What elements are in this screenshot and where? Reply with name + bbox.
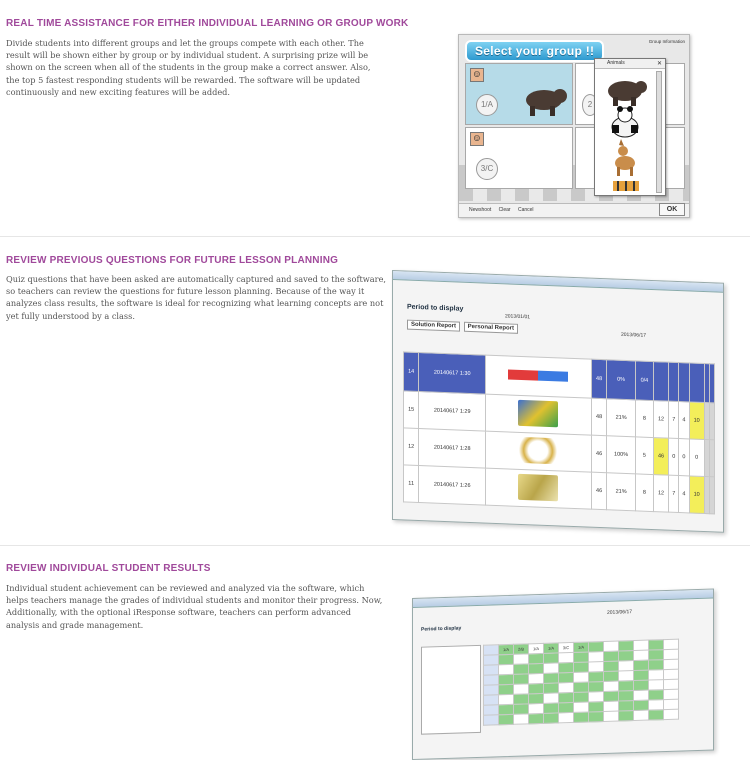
cell — [664, 669, 679, 679]
section-title-group-work: REAL TIME ASSISTANCE FOR EITHER INDIVIDUAL LEARNING OR GROUP WORK — [6, 18, 409, 29]
animal-list[interactable] — [599, 71, 655, 191]
cell — [544, 693, 559, 703]
cell — [499, 704, 514, 714]
cell — [634, 650, 649, 660]
cell — [649, 690, 664, 700]
cell: 8 — [635, 400, 653, 438]
cell: 0/4 — [635, 361, 653, 401]
cell — [559, 672, 574, 682]
cell — [484, 705, 499, 715]
cell — [709, 403, 714, 440]
cell: 4 — [679, 402, 689, 439]
cell — [634, 710, 649, 720]
cell — [486, 394, 592, 435]
cell: 20140617 1:29 — [419, 392, 486, 432]
cell — [669, 362, 679, 401]
cell: 20140617 1:28 — [419, 429, 486, 469]
cell: 1/A — [499, 644, 514, 654]
cell — [604, 691, 619, 701]
cell: 46 — [591, 472, 606, 510]
cell: 48 — [591, 398, 606, 436]
cell — [649, 660, 664, 670]
section-divider — [0, 545, 750, 546]
tiger-icon — [613, 181, 639, 191]
cell — [664, 639, 679, 649]
cell — [604, 711, 619, 721]
cell — [664, 659, 679, 669]
cell — [679, 363, 689, 402]
cell — [544, 663, 559, 673]
bear-icon — [520, 84, 568, 118]
cell — [544, 703, 559, 713]
cell — [529, 673, 544, 683]
cell — [486, 355, 592, 398]
tab-personal-report[interactable]: Personal Report — [464, 322, 518, 334]
section-body-student-results: Individual student achievement can be reviewed and analyzed via the software, which helps teachers manage the grades of individual students and monitor their progress. Now, Additionally, with the optional iResponse software, teachers can perform advanced analysis and grade management. — [6, 583, 383, 630]
cell — [484, 655, 499, 665]
question-report-screenshot — [392, 270, 724, 533]
cell — [529, 653, 544, 663]
cell — [529, 713, 544, 723]
cell: 21% — [607, 473, 636, 511]
cell: 10 — [689, 402, 704, 440]
date-from[interactable]: 2013/06/17 — [607, 609, 633, 616]
cell — [649, 650, 664, 660]
group-card-3[interactable] — [465, 127, 573, 189]
cell — [619, 681, 634, 691]
cell — [634, 670, 649, 680]
cell: 12 — [653, 475, 668, 513]
cell — [649, 700, 664, 710]
cell — [634, 700, 649, 710]
cell — [619, 711, 634, 721]
date-to[interactable]: 2013/06/17 — [621, 331, 647, 339]
cell — [529, 693, 544, 703]
cell — [484, 695, 499, 705]
cell: 0 — [679, 439, 689, 476]
cell — [709, 440, 714, 477]
cell — [619, 651, 634, 661]
cell — [499, 684, 514, 694]
cell — [514, 654, 529, 664]
cell — [559, 712, 574, 722]
cell — [653, 362, 668, 402]
student-list[interactable] — [421, 645, 481, 735]
cell: 7 — [669, 401, 679, 438]
window-titlebar — [413, 590, 713, 608]
cell — [514, 684, 529, 694]
cell — [619, 691, 634, 701]
cell: 1/A — [529, 643, 544, 653]
cell — [514, 694, 529, 704]
panda-icon — [612, 106, 638, 137]
cell: 12 — [404, 428, 419, 466]
cell — [619, 701, 634, 711]
period-label: Period to display — [421, 625, 462, 633]
newshoot-button[interactable]: Newshoot — [469, 207, 492, 213]
cell — [649, 640, 664, 650]
cell: 7 — [669, 475, 679, 512]
group-select-footer — [459, 203, 689, 217]
tab-solution-report[interactable]: Solution Report — [407, 320, 460, 332]
results-grid — [483, 639, 679, 726]
cell: 2/B — [514, 644, 529, 654]
cell — [619, 641, 634, 651]
cell — [574, 682, 589, 692]
cell — [544, 653, 559, 663]
student-results-screenshot — [412, 589, 714, 760]
group-badge: 1/A — [476, 94, 498, 116]
cell — [514, 714, 529, 724]
cell — [484, 645, 499, 655]
question-thumbnail-icon — [518, 474, 558, 502]
cell: 14 — [404, 352, 419, 392]
cell — [544, 683, 559, 693]
cell — [589, 711, 604, 721]
cell — [559, 652, 574, 662]
cell — [559, 662, 574, 672]
cell — [544, 713, 559, 723]
cell — [574, 712, 589, 722]
cell — [574, 702, 589, 712]
cell — [604, 641, 619, 651]
close-icon[interactable]: ✕ — [656, 60, 662, 67]
student-avatar-icon: ☺ — [470, 132, 484, 146]
cell — [574, 652, 589, 662]
student-avatar-icon: ☺ — [470, 68, 484, 82]
cell — [604, 671, 619, 681]
cell — [514, 674, 529, 684]
cell — [499, 664, 514, 674]
report-tabs — [407, 322, 520, 332]
cell: 1/A — [574, 642, 589, 652]
cell — [589, 661, 604, 671]
cell — [634, 690, 649, 700]
animal-picker-popup — [594, 58, 666, 196]
cell — [664, 709, 679, 719]
cell: 11 — [404, 465, 419, 503]
cell: 21% — [607, 399, 636, 437]
group-info-label: Group Information — [648, 39, 685, 44]
cell — [604, 701, 619, 711]
cell — [499, 714, 514, 724]
cell — [604, 661, 619, 671]
cell: 1/A — [544, 643, 559, 653]
cell — [514, 664, 529, 674]
cell — [619, 671, 634, 681]
cell — [484, 665, 499, 675]
cell: 12 — [653, 401, 668, 439]
animal-picker-scrollbar[interactable] — [656, 71, 662, 193]
question-thumbnail-icon — [518, 437, 558, 465]
cell — [484, 715, 499, 725]
group-badge: 3/C — [476, 158, 498, 180]
cell — [589, 691, 604, 701]
section-title-student-results: REVIEW INDIVIDUAL STUDENT RESULTS — [6, 563, 211, 574]
cell: 3/C — [559, 642, 574, 652]
cancel-button[interactable]: Cancel — [517, 207, 534, 213]
clear-button[interactable]: Clear — [498, 207, 511, 213]
cell — [559, 702, 574, 712]
cell: 46 — [653, 438, 668, 476]
cell — [634, 680, 649, 690]
group-select-title: Select your group !! — [465, 40, 604, 62]
cell: 46 — [591, 435, 606, 473]
cell — [499, 674, 514, 684]
cell — [514, 704, 529, 714]
cell — [589, 641, 604, 651]
cell: 48 — [591, 359, 606, 399]
cell — [589, 681, 604, 691]
cell — [649, 670, 664, 680]
cell — [589, 671, 604, 681]
section-body-group-work: Divide students into different groups and let the groups compete with each other. The result will be shown either by group or by individual student. A surprising prize will be shown on the screen when all of the students in the group make a correct answer. Also, the top 5 fastest responding students will be rewarded. The software will be updated continuously and new exciting features will be added. — [6, 38, 371, 97]
question-thumbnail-icon — [518, 400, 558, 428]
animal-picker-title: Animals — [595, 59, 665, 69]
section-divider — [0, 236, 750, 237]
cell — [634, 660, 649, 670]
cell: 0 — [689, 439, 704, 477]
cell — [574, 692, 589, 702]
cell: 8 — [635, 474, 653, 512]
cell — [486, 431, 592, 472]
cell — [664, 649, 679, 659]
cell — [664, 679, 679, 689]
cell — [499, 694, 514, 704]
window-titlebar — [393, 271, 723, 293]
cell — [709, 364, 714, 403]
cell — [649, 710, 664, 720]
date-from[interactable]: 2013/01/01 — [505, 313, 531, 321]
cell: 0% — [607, 360, 636, 400]
cell — [529, 683, 544, 693]
cell — [589, 651, 604, 661]
cell — [574, 672, 589, 682]
cell: 10 — [689, 476, 704, 514]
cell — [649, 680, 664, 690]
dog-icon — [615, 139, 635, 176]
cell — [589, 701, 604, 711]
period-label: Period to display — [407, 303, 464, 313]
cell — [634, 640, 649, 650]
cell — [664, 699, 679, 709]
cell — [604, 651, 619, 661]
cell — [664, 689, 679, 699]
group-card-1[interactable] — [465, 63, 573, 125]
cell: 0 — [669, 438, 679, 475]
cell — [604, 681, 619, 691]
cell — [689, 363, 704, 403]
cell — [709, 477, 714, 514]
cell — [529, 663, 544, 673]
question-table — [403, 351, 715, 514]
cell: 100% — [607, 436, 636, 474]
cell — [484, 685, 499, 695]
cell — [574, 662, 589, 672]
cell: 5 — [635, 437, 653, 475]
section-title-lesson-planning: REVIEW PREVIOUS QUESTIONS FOR FUTURE LESSON PLANNING — [6, 255, 339, 266]
cell: 4 — [679, 476, 689, 513]
cell — [559, 682, 574, 692]
cell: 15 — [404, 391, 419, 429]
cell — [529, 703, 544, 713]
cell — [499, 654, 514, 664]
cell — [544, 673, 559, 683]
cell — [619, 661, 634, 671]
cell: 20140617 1:30 — [419, 353, 486, 395]
ok-button[interactable]: OK — [659, 203, 685, 216]
cell: 20140617 1:26 — [419, 466, 486, 506]
section-body-lesson-planning: Quiz questions that have been asked are automatically captured and saved to the software, so teachers can review the questions for future lesson planning. Because of the way it analyzes class results, the software is ideal for recognizing what learning concepts are not yet fully understood by a class. — [6, 274, 387, 321]
cell — [484, 675, 499, 685]
cell — [559, 692, 574, 702]
cell — [486, 468, 592, 509]
bear-icon — [608, 81, 647, 106]
group-badge: 2 — [582, 94, 598, 116]
